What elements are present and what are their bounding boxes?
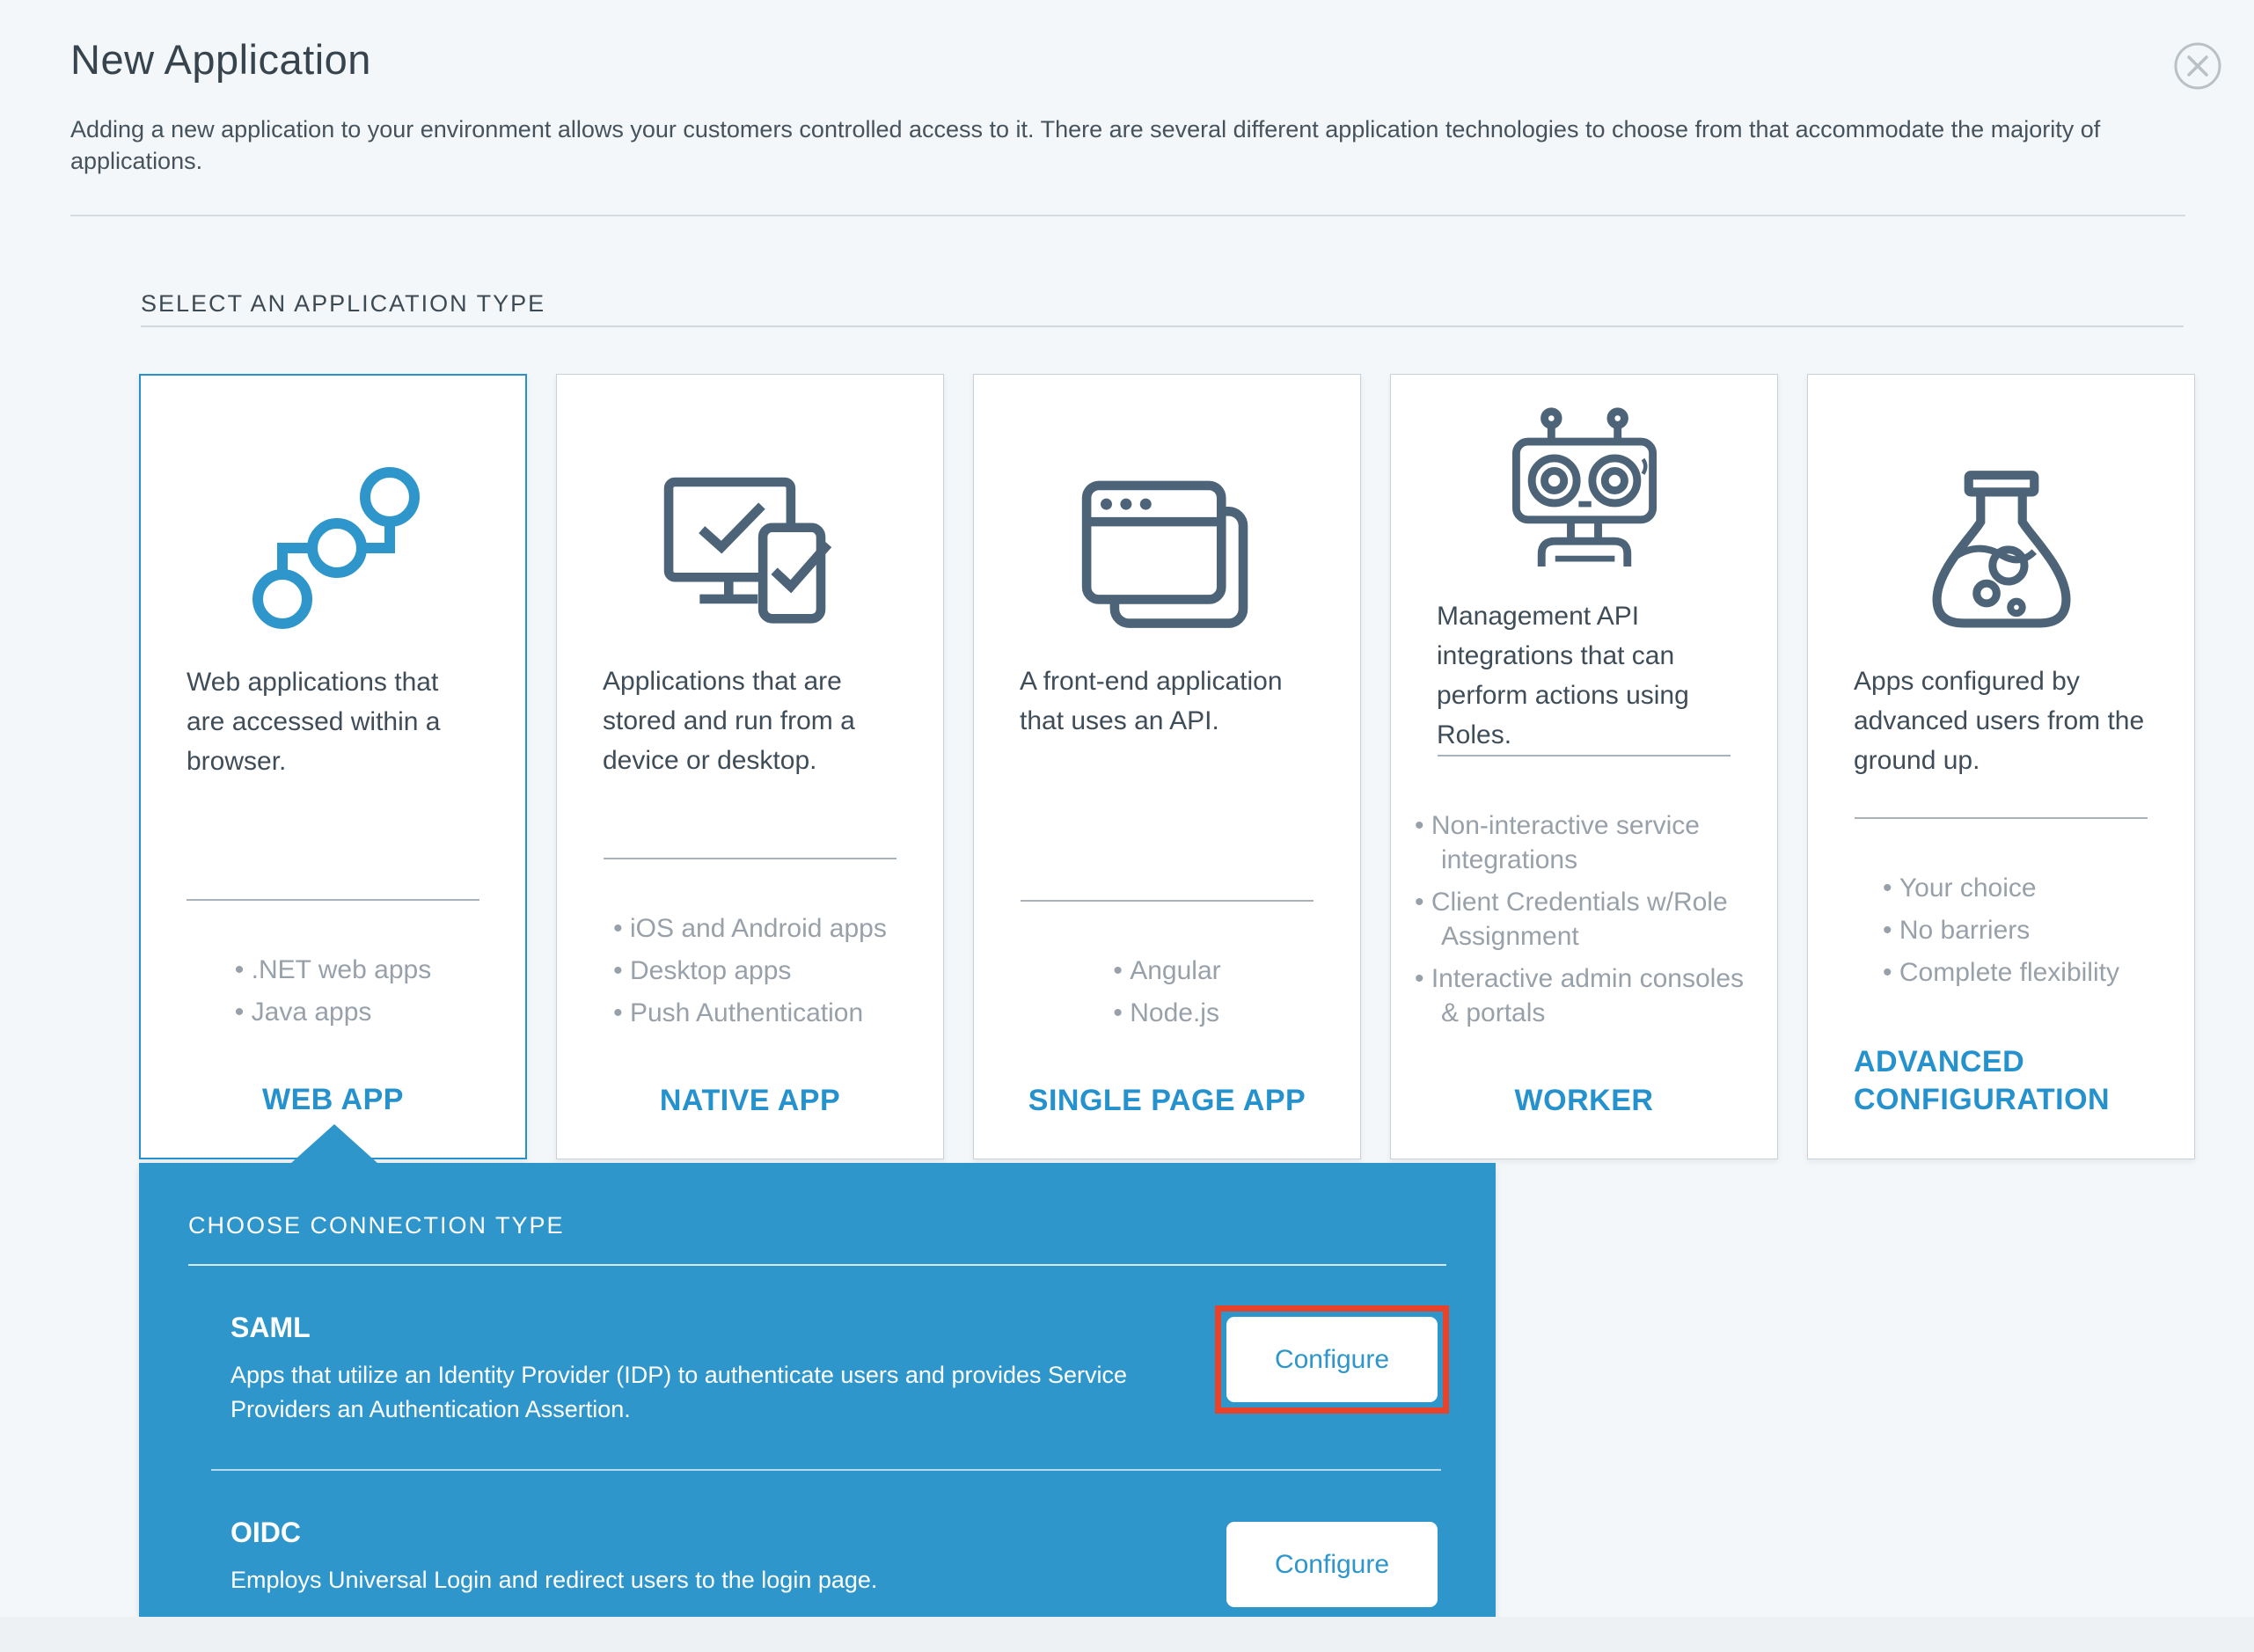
connection-option-oidc <box>188 1471 1446 1607</box>
connection-type-panel <box>139 1163 1496 1617</box>
card-title-single-page-app: SINGLE PAGE APP <box>1028 1084 1306 1117</box>
bullet-item: • No barriers <box>1883 913 2119 947</box>
card-divider <box>1438 755 1731 757</box>
bullet-item: • Your choice <box>1883 871 2119 905</box>
page-title: New Application <box>70 36 371 83</box>
panel-heading: CHOOSE CONNECTION TYPE <box>188 1212 565 1239</box>
card-divider <box>187 899 479 901</box>
page-background-strip <box>0 1617 2254 1652</box>
saml-description: Apps that utilize an Identity Provider (IDP) to authenticate users and provides Service Providers an Authentication Assertion. <box>231 1362 1128 1423</box>
bullet-item: • iOS and Android apps <box>613 911 887 946</box>
robot-icon <box>1391 375 1777 574</box>
card-divider <box>604 858 897 859</box>
card-bullet-list <box>1113 946 1220 1038</box>
bullet-item: • Complete flexibility <box>1883 955 2119 990</box>
devices-check-icon <box>557 375 943 639</box>
card-description: Web applications that are accessed within a browser. <box>187 668 441 776</box>
bullet-item: • Desktop apps <box>613 954 887 988</box>
section-divider <box>141 325 2184 327</box>
saml-configure-button[interactable]: Configure <box>1226 1317 1438 1402</box>
header-divider <box>70 215 2185 216</box>
modal-description: Adding a new application to your environment allows your customers controlled access to it. There are several different application technologies to choose from that accommodate the majority of applications. <box>70 116 2101 174</box>
bullet-item: • Client Credentials w/Role Assignment <box>1415 885 1753 954</box>
card-description: A front-end application that uses an API. <box>1020 667 1283 735</box>
card-bullet-list <box>613 903 887 1038</box>
bullet-item: • Push Authentication <box>613 996 887 1030</box>
oidc-title: OIDC <box>231 1517 301 1549</box>
bullet-item: • Java apps <box>235 995 431 1029</box>
card-single-page-app[interactable] <box>973 374 1361 1159</box>
flask-icon <box>1808 375 2194 639</box>
card-advanced-configuration[interactable] <box>1807 374 2195 1159</box>
application-type-cards <box>139 374 2195 1159</box>
pointer-up-icon <box>290 1124 378 1164</box>
card-bullet-list <box>1883 863 2119 998</box>
card-title-native-app: NATIVE APP <box>659 1084 841 1117</box>
oidc-configure-button[interactable]: Configure <box>1226 1522 1438 1607</box>
bullet-item: • .NET web apps <box>235 953 431 987</box>
section-label: SELECT AN APPLICATION TYPE <box>141 290 546 317</box>
close-icon <box>2173 80 2222 93</box>
card-bullet-list <box>1415 800 1753 1038</box>
card-web-app[interactable] <box>139 374 527 1159</box>
card-bullet-list <box>235 945 431 1037</box>
bullet-item: • Node.js <box>1113 996 1220 1030</box>
oidc-description: Employs Universal Login and redirect users to the login page. <box>231 1567 878 1594</box>
browser-windows-icon <box>974 375 1360 639</box>
card-description: Apps configured by advanced users from the ground up. <box>1854 667 2145 775</box>
card-title-advanced-configuration: ADVANCED CONFIGURATION <box>1854 1045 2111 1116</box>
card-description: Applications that are stored and run from a device or desktop. <box>603 667 855 775</box>
card-worker[interactable] <box>1390 374 1778 1159</box>
chain-nodes-icon <box>141 376 525 640</box>
connection-option-saml <box>188 1266 1446 1427</box>
card-description: Management API integrations that can perform actions using Roles. <box>1437 602 1689 749</box>
bullet-item: • Interactive admin consoles & portals <box>1415 961 1753 1030</box>
close-button[interactable] <box>2173 41 2222 91</box>
bullet-item: • Angular <box>1113 954 1220 988</box>
card-divider <box>1021 900 1314 902</box>
card-title-worker: WORKER <box>1514 1084 1654 1117</box>
card-native-app[interactable] <box>556 374 944 1159</box>
bullet-item: • Non-interactive service integrations <box>1415 808 1753 877</box>
card-title-web-app: WEB APP <box>262 1083 404 1116</box>
card-divider <box>1855 817 2148 819</box>
saml-title: SAML <box>231 1312 311 1343</box>
